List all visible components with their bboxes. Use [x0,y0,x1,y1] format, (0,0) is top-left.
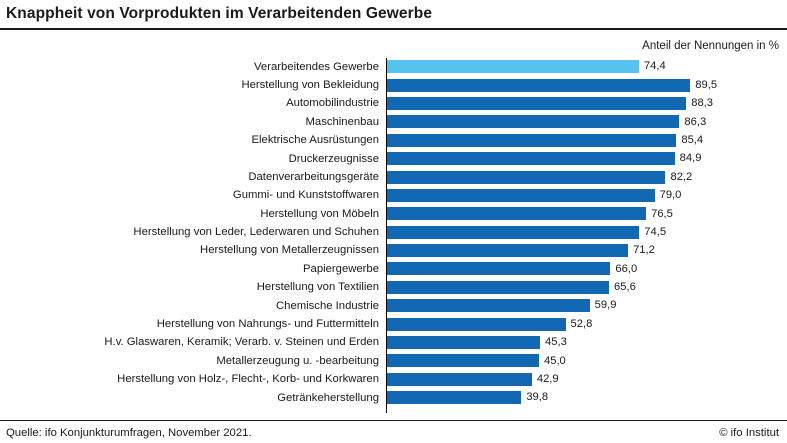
bar [386,97,686,110]
bar-row [0,205,787,223]
bar-row [0,132,787,150]
bar-row [0,334,787,352]
bar-zone [386,352,787,370]
category-label: Herstellung von Metallerzeugnissen [200,244,379,257]
bar-row [0,187,787,205]
bar-row [0,242,787,260]
bar [386,262,610,275]
copyright-note: © ifo Institut [719,427,779,439]
bar [386,318,566,331]
bar-value-label: 89,5 [695,78,718,91]
bar [386,391,521,404]
bar-value-label: 45,0 [544,354,566,367]
bar-row [0,371,787,389]
bar [386,299,590,312]
bar-zone [386,132,787,150]
bar [386,207,646,220]
bar-zone [386,334,787,352]
bar-zone [386,260,787,278]
bar-zone [386,242,787,260]
bar-zone [386,224,787,242]
bar-value-label: 82,2 [670,170,693,183]
category-label: Elektrische Ausrüstungen [251,134,379,147]
bar-value-label: 79,0 [659,189,682,202]
bar-zone [386,187,787,205]
bar [386,152,675,165]
bar-zone [386,315,787,333]
category-label: H.v. Glaswaren, Keramik; Verarb. v. Steinen und Erden [104,336,379,349]
bar-zone [386,371,787,389]
bar-row [0,150,787,168]
bar [386,189,655,202]
footer-divider [0,420,787,422]
bar-row [0,168,787,186]
category-label: Getränkeherstellung [277,391,379,404]
bar-zone [386,389,787,407]
bar-row [0,315,787,333]
bar-value-label: 86,3 [684,115,707,128]
bar-row [0,113,787,131]
bar [386,134,676,147]
bar-value-label: 39,8 [526,391,549,404]
bar-row [0,95,787,113]
category-label: Herstellung von Nahrungs- und Futtermitteln [156,318,379,331]
bar-value-label: 85,4 [681,133,704,146]
bar-value-label: 76,5 [651,207,673,220]
bar-zone [386,76,787,94]
category-label: Automobilindustrie [286,97,379,110]
bar-chart [0,58,787,413]
bar-zone [386,297,787,315]
category-label: Maschinenbau [305,115,379,128]
bar-rows [0,58,787,407]
bar-zone [386,95,787,113]
bar-zone [386,150,787,168]
bar [386,60,639,73]
category-label: Metallerzeugung u. -bearbeitung [216,354,379,367]
category-label: Chemische Industrie [276,299,379,312]
category-label: Herstellung von Leder, Lederwaren und Schuhen [133,226,379,239]
category-label: Herstellung von Textilien [256,281,379,294]
bar-value-label: 52,8 [570,317,593,330]
bar-row [0,297,787,315]
bar-zone [386,205,787,223]
category-label: Herstellung von Holz-, Flecht-, Korb- und Korkwaren [117,373,379,386]
bar-row [0,389,787,407]
bar-zone [386,58,787,76]
bar-value-label: 59,9 [594,299,617,312]
bar-row [0,352,787,370]
bar-row [0,76,787,94]
axis-legend-label: Anteil der Nennungen in % [642,40,779,52]
bar [386,79,690,92]
bar [386,281,609,294]
bar-row [0,260,787,278]
bar [386,115,679,128]
page-title: Knappheit von Vorprodukten im Verarbeitenden Gewerbe [6,5,433,22]
source-note: Quelle: ifo Konjunkturumfragen, November 2021. [6,427,252,439]
bar [386,354,539,367]
bar [386,226,639,239]
bar-row [0,279,787,297]
bar-zone [386,168,787,186]
bar-value-label: 66,0 [615,262,638,275]
bar [386,244,628,257]
bar [386,373,532,386]
bar-value-label: 74,5 [644,225,667,238]
bar-zone [386,279,787,297]
bar-value-label: 84,9 [679,152,702,165]
bar-value-label: 74,4 [643,60,666,73]
bar-value-label: 88,3 [691,97,713,110]
bar [386,336,540,349]
bar-value-label: 71,2 [633,244,655,257]
bar-value-label: 65,6 [614,281,636,294]
category-label: Gummi- und Kunststoffwaren [232,189,379,202]
bar [386,171,665,184]
category-label: Verarbeitendes Gewerbe [254,60,379,73]
bar-value-label: 42,9 [536,373,559,386]
category-label: Datenverarbeitungsgeräte [248,170,379,183]
bar-row [0,224,787,242]
title-divider [0,28,787,30]
category-label: Papiergewerbe [303,262,379,275]
bar-zone [386,113,787,131]
category-label: Herstellung von Möbeln [260,207,379,220]
bar-row [0,58,787,76]
category-label: Herstellung von Bekleidung [241,78,379,91]
value-axis-line [386,58,387,413]
bar-value-label: 45,3 [545,336,567,349]
category-label: Druckerzeugnisse [288,152,379,165]
